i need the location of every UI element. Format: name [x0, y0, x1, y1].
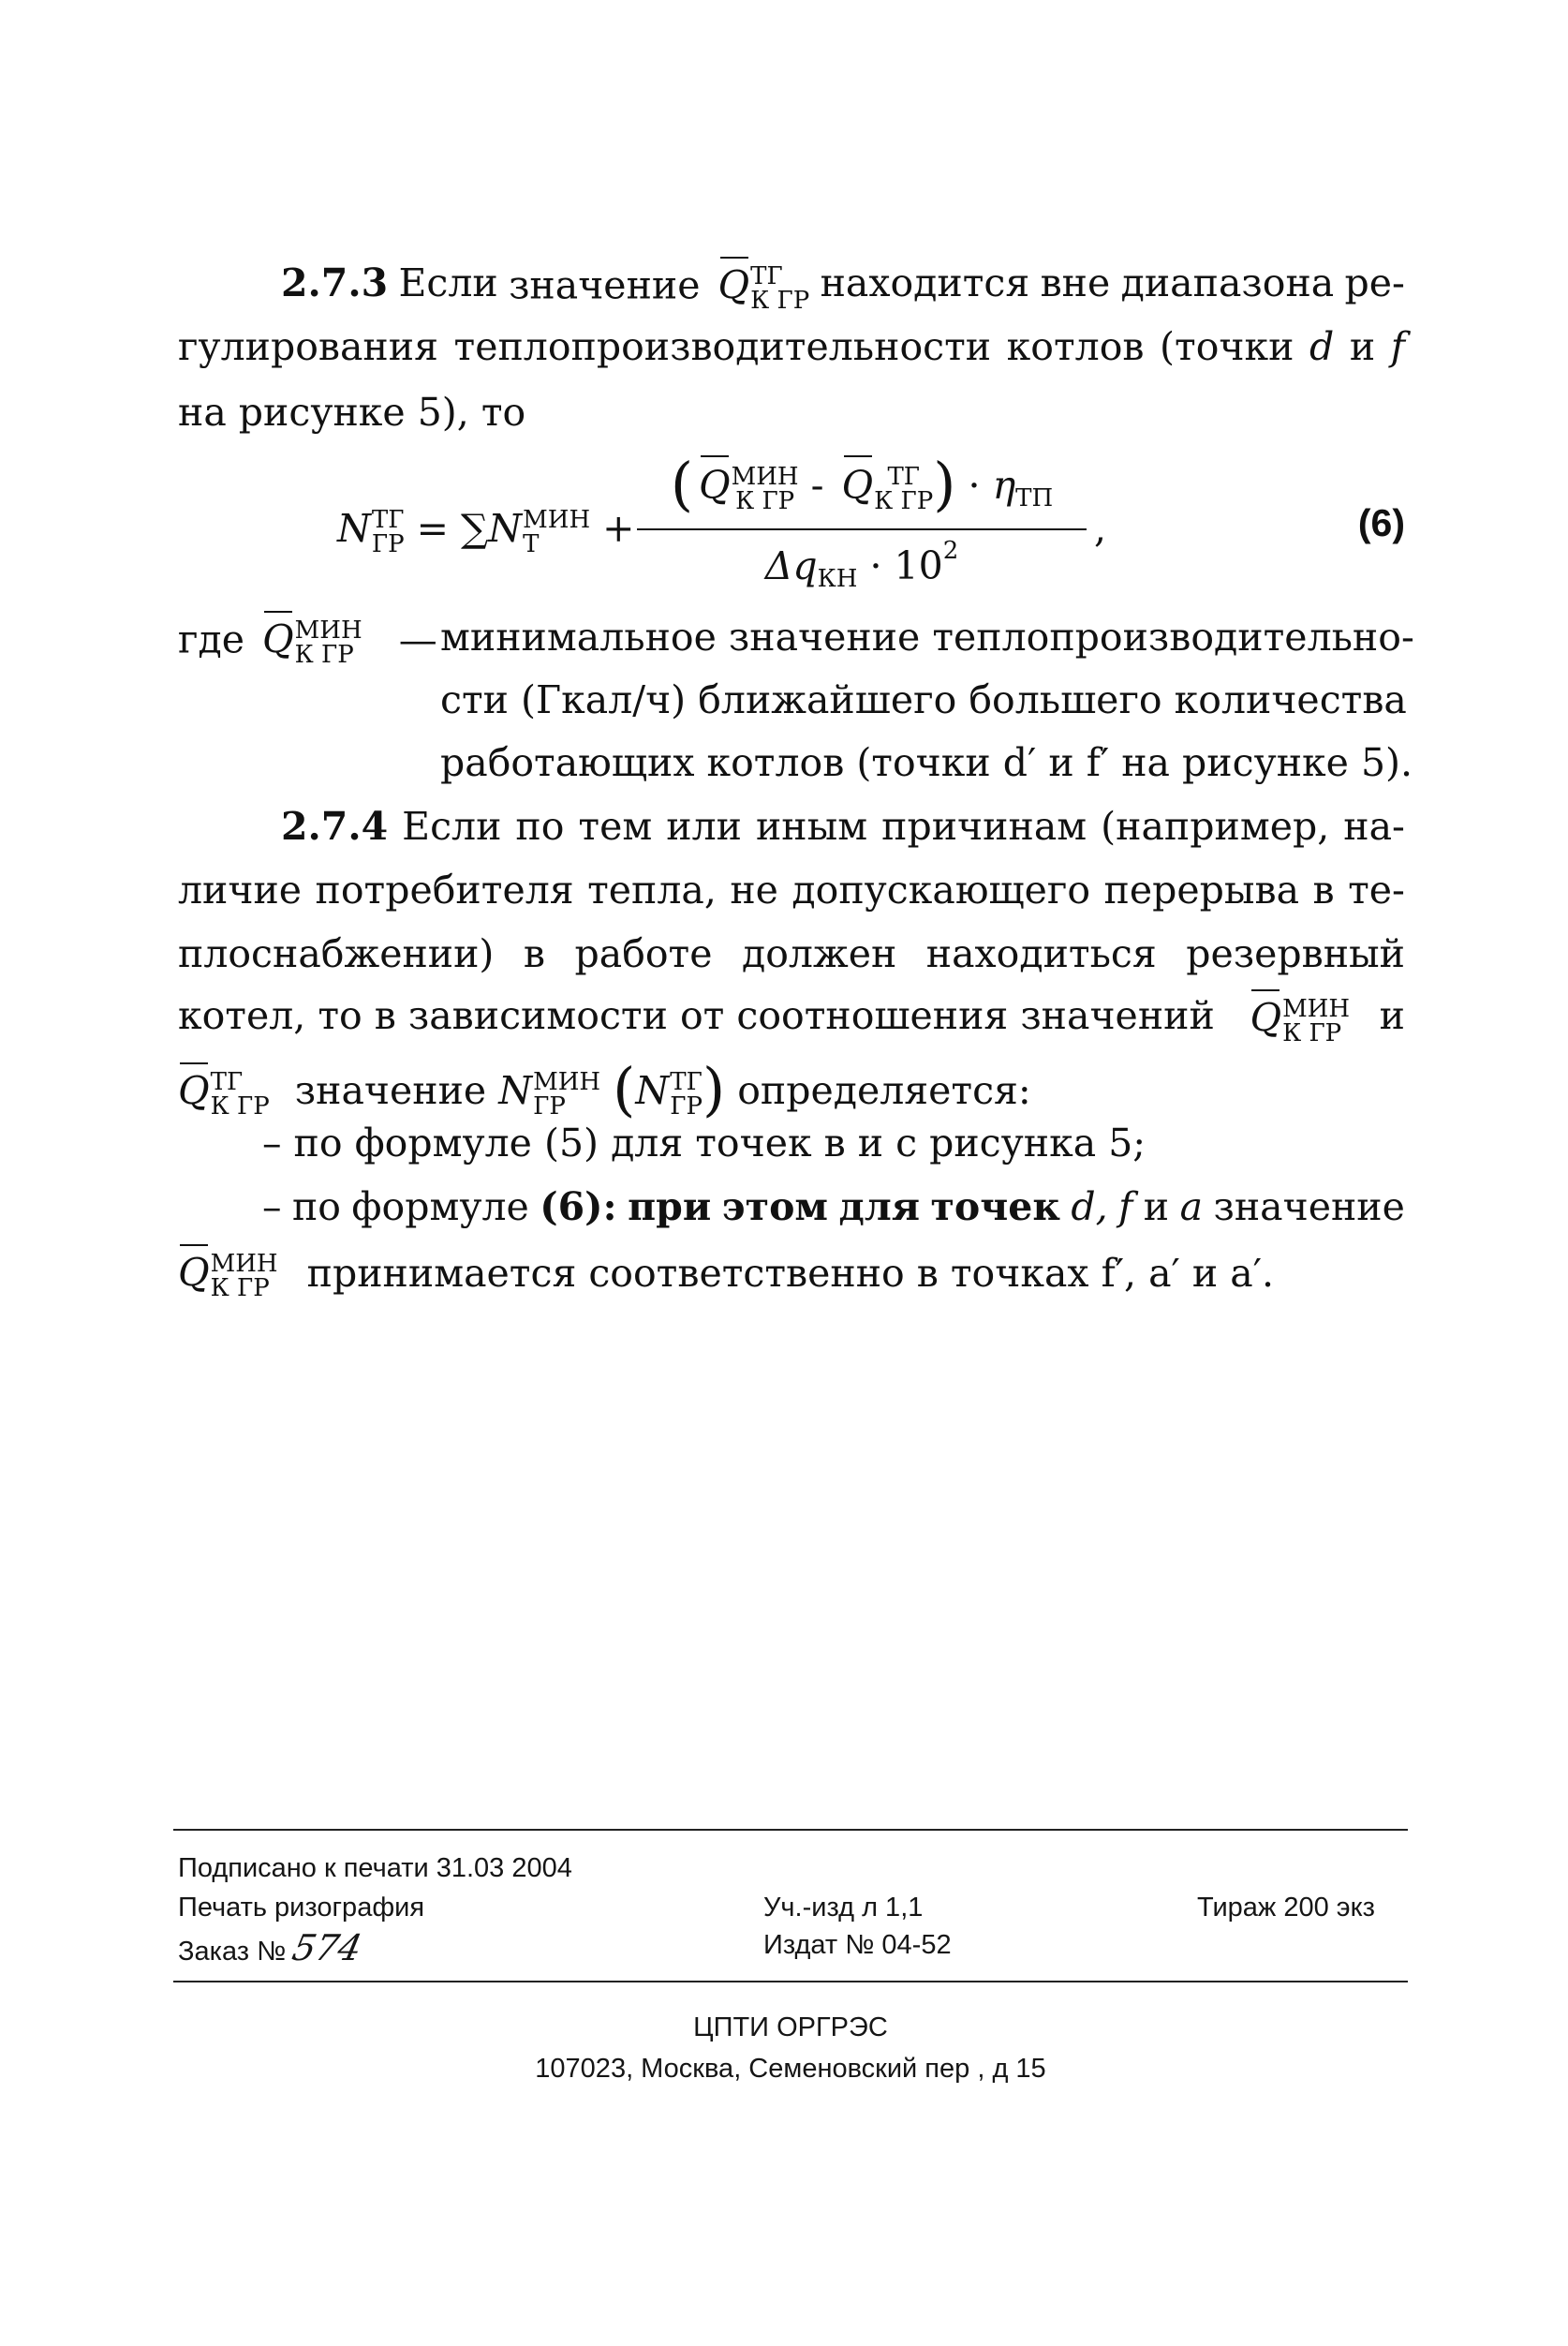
imprint-uch-izd: Уч.-изд л 1,1 — [763, 1893, 924, 1923]
section-number: 2.7.4 — [281, 804, 389, 849]
word: котлов — [1006, 324, 1145, 369]
para-273-line-1 — [178, 260, 1405, 315]
word: гулирования — [178, 324, 438, 369]
formula-numerator: ( Q МИН К ГР - Q ТГ К ГР ) · ηТП — [670, 450, 1054, 518]
word: (точки — [1160, 324, 1294, 369]
where-line-1: минимальное значение теплопроизводительно- — [440, 615, 1414, 660]
imprint-signed: Подписано к печати 31.03 2004 — [178, 1853, 572, 1883]
list-item-1: – по формуле (5) для точек в и с рисунка 5; — [262, 1121, 1146, 1166]
formula-denominator: $\Delta qКН \cdot 10^2$ — [764, 537, 959, 593]
q-k-gr-min-symbol: Q МИН К ГР — [1250, 997, 1350, 1046]
imprint-izdat: Издат № 04-52 — [763, 1930, 952, 1960]
word: диапазона — [1120, 260, 1335, 305]
word: находится — [820, 260, 1030, 305]
para-274-line-2: личие потребителя тепла, не допускающего перерыва в те- — [178, 868, 1405, 913]
word: d — [1309, 324, 1335, 369]
where-line-2: сти (Гкал/ч) ближайшего большего количества — [440, 677, 1407, 722]
imprint-org: ЦПТИ ОРГРЭС — [693, 2012, 888, 2042]
q-k-gr-min-symbol: Q МИН К ГР — [262, 618, 362, 667]
word: вне — [1040, 260, 1111, 305]
para-274-line-1: 2.7.4 Если по тем или иным причинам (например, на- — [281, 804, 1405, 849]
formula-comma: , — [1094, 506, 1107, 551]
imprint-order: Заказ №574 — [178, 1927, 366, 1968]
q-k-gr-min-symbol: Q МИН К ГР — [178, 1252, 278, 1300]
q-k-gr-tg-symbol: Q ТГ К ГР — [718, 264, 810, 313]
para-274-line-4: котел, то в зависимости от соотношения значений Q МИН К ГР и — [178, 997, 1405, 1046]
imprint-print-type: Печать ризография — [178, 1893, 425, 1923]
word: ре- — [1344, 260, 1405, 305]
imprint-bottom-rule — [173, 1981, 1408, 1982]
equation-number: (6) — [1357, 501, 1405, 544]
imprint-top-rule — [173, 1829, 1408, 1831]
word: теплопроизводительности — [453, 324, 992, 369]
para-273-line-3: на рисунке 5), то — [178, 390, 526, 435]
handwritten-order-number: 574 — [288, 1927, 366, 1968]
word: Если — [398, 260, 498, 305]
list-item-2-cont: Q МИН К ГР принимается соответственно в точках f′, a′ и a′. — [178, 1252, 1405, 1300]
list-item-2: – по формуле (6): при этом для точек d, f и a значение — [262, 1184, 1405, 1229]
formula-6 — [337, 450, 1405, 609]
where-line-3: работающих котлов (точки d′ и f′ на рисунке 5). — [440, 740, 1413, 785]
word: f — [1390, 324, 1405, 369]
fraction-bar — [637, 528, 1087, 530]
para-274-line-5: Q ТГ К ГР значение N МИН ГР (N ТГ ГР ) определяется: — [178, 1055, 1031, 1123]
section-number: 2.7.3 — [281, 260, 389, 305]
word: и — [1349, 324, 1376, 369]
formula-lhs: N ТГ ГР = ∑N МИН Т + — [337, 505, 635, 558]
para-274-line-3: плоснабжении) в работе должен находиться резервный — [178, 931, 1405, 976]
imprint-address: 107023, Москва, Семеновский пер , д 15 — [535, 2054, 1046, 2084]
imprint-tirazh: Тираж 200 экз — [1197, 1893, 1375, 1923]
q-k-gr-tg-symbol: Q ТГ К ГР — [178, 1070, 270, 1119]
where-lead: где Q МИН К ГР — — [178, 618, 437, 667]
word: значение Q ТГ К ГР — [509, 264, 809, 313]
para-273-line-2 — [178, 324, 1405, 369]
